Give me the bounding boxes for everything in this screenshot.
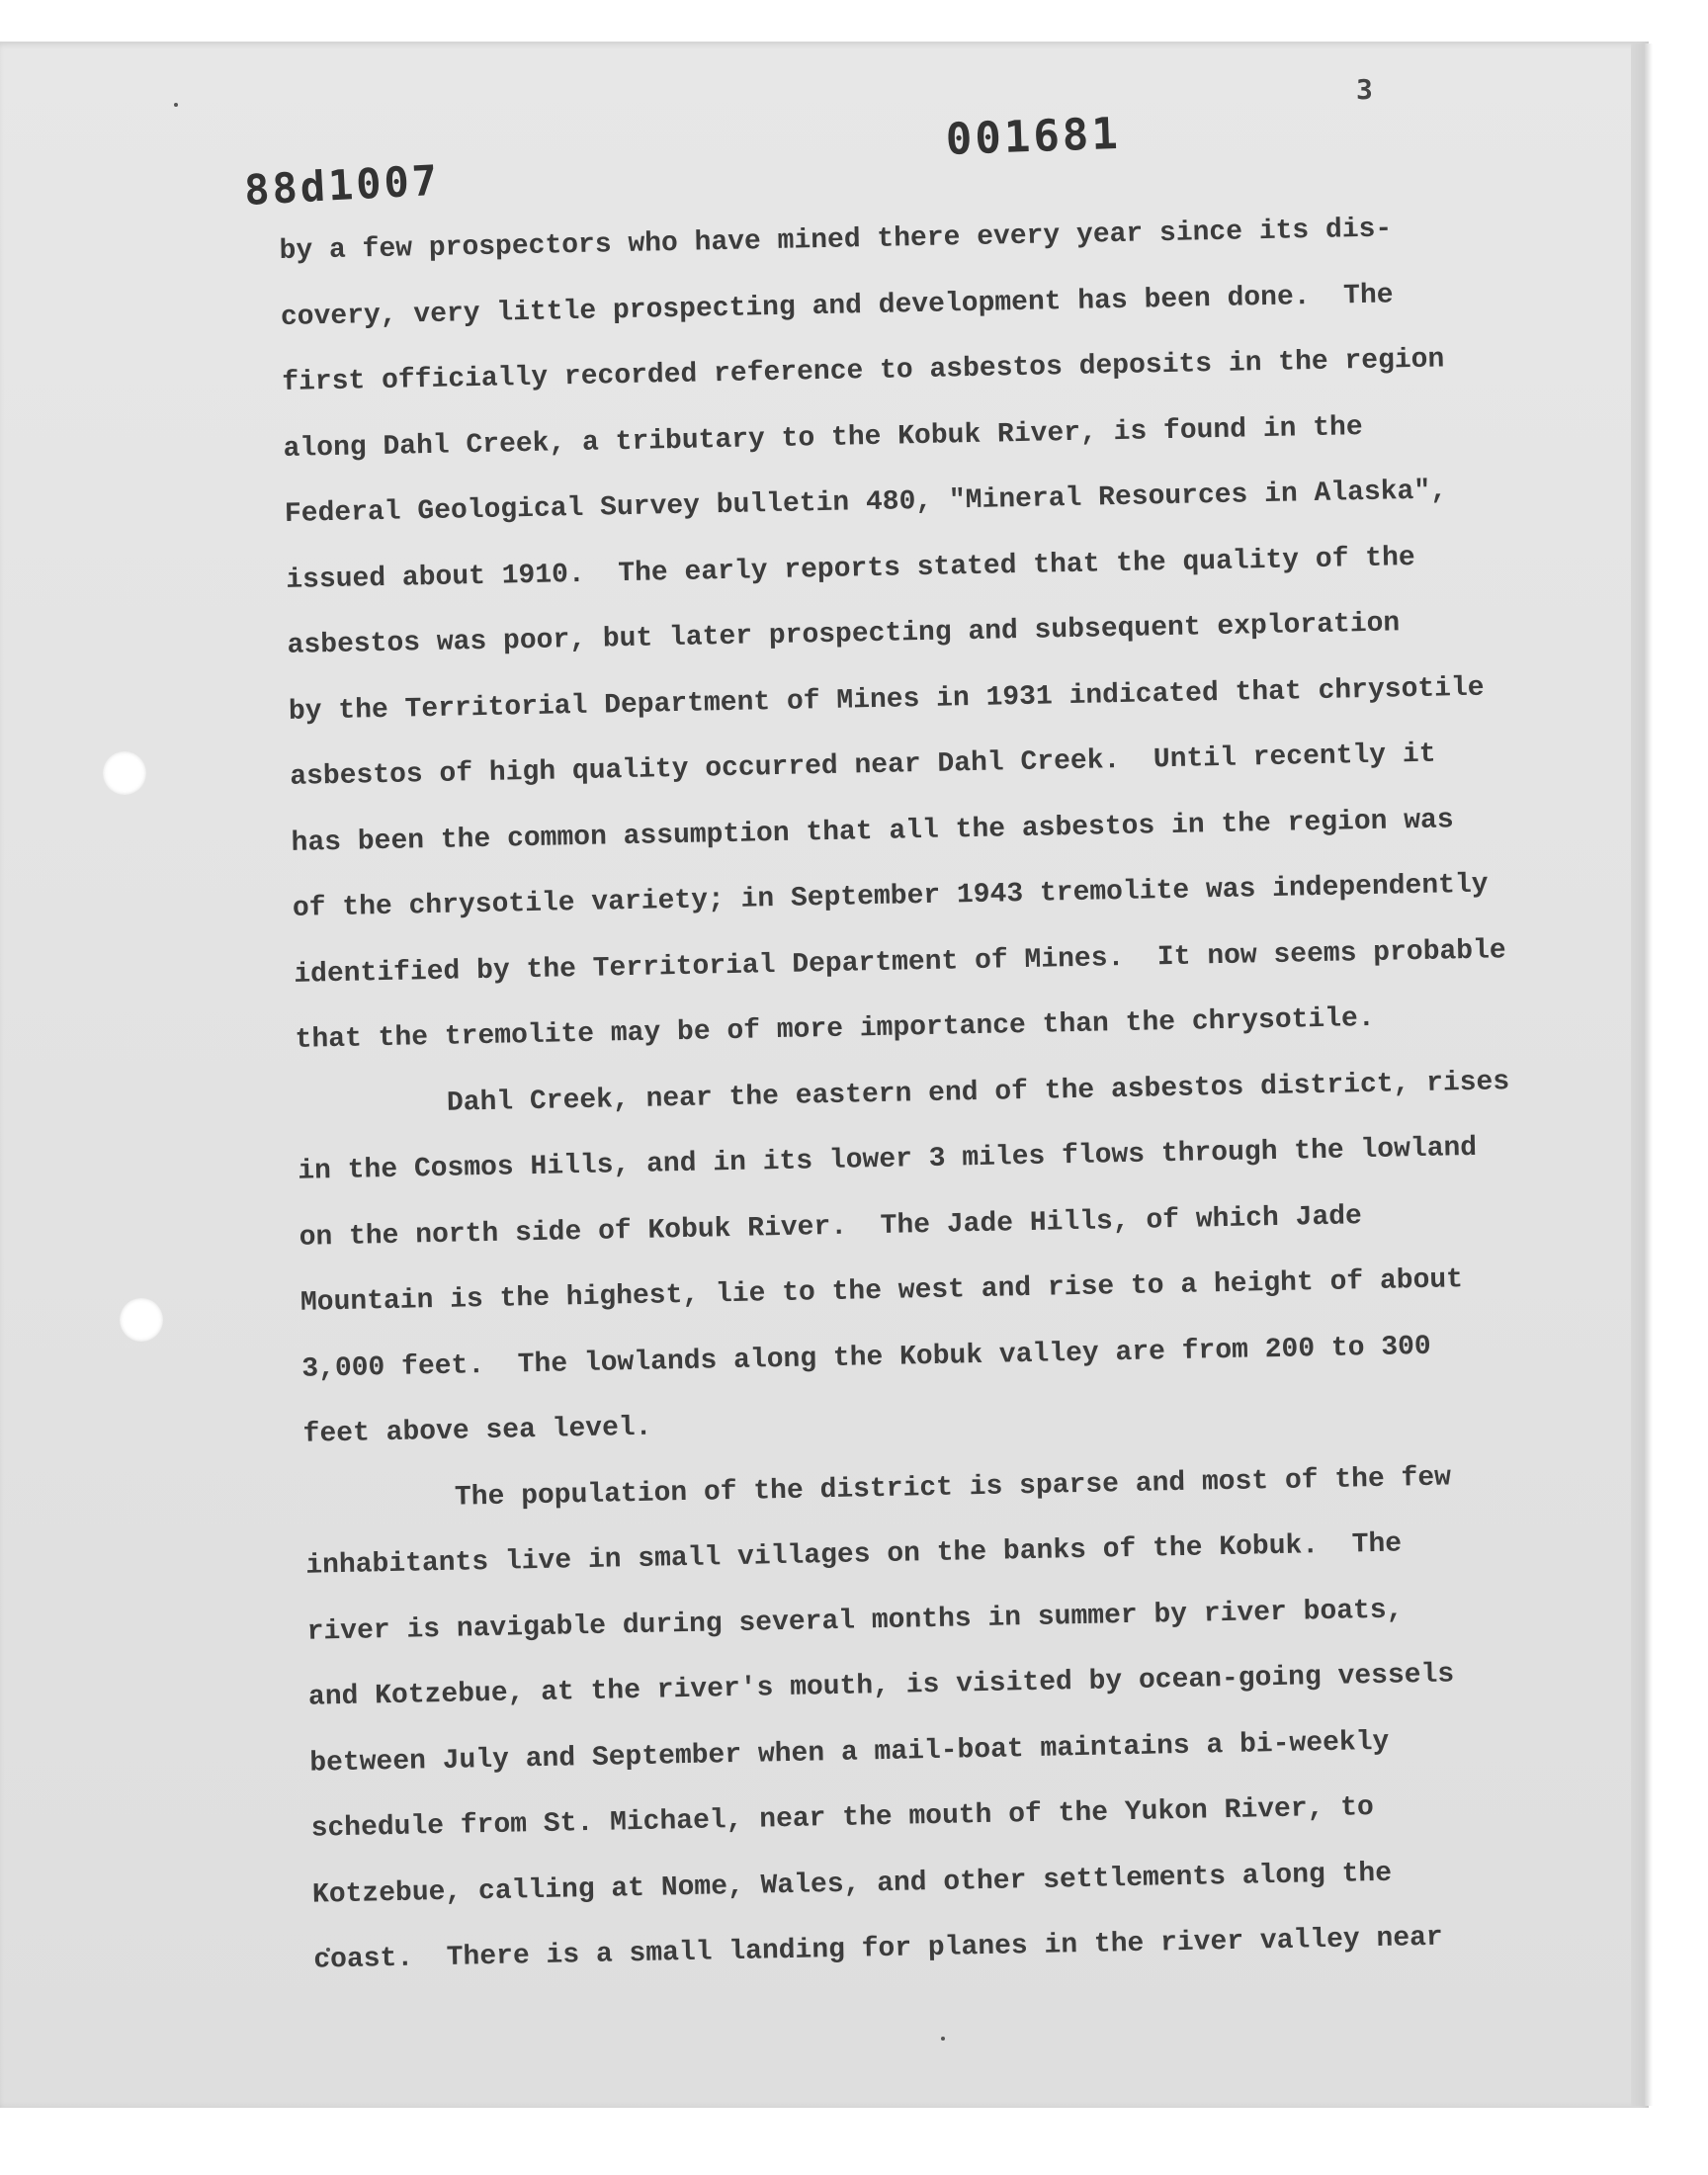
document-id-stamp-center: 001681 bbox=[945, 108, 1122, 165]
text-line: 3,000 feet. The lowlands along the Kobuk valley are from 200 to 300 bbox=[301, 1331, 1432, 1385]
page-number: 3 bbox=[1356, 73, 1373, 106]
text-line: The population of the district is sparse and most of the few bbox=[454, 1461, 1452, 1514]
body-text bbox=[279, 195, 1540, 1994]
text-line: of the chrysotile variety; in September 1943 tremolite was independently bbox=[292, 869, 1489, 924]
text-line: first officially recorded reference to asbestos deposits in the region bbox=[282, 344, 1445, 398]
text-line: inhabitants live in small villages on the banks of the Kobuk. The bbox=[305, 1528, 1403, 1582]
punch-hole-upper bbox=[103, 751, 146, 795]
paper-edge-shadow bbox=[1631, 44, 1653, 2106]
text-line: coast. There is a small landing for planes in the river valley near bbox=[313, 1922, 1444, 1976]
dust-speck bbox=[941, 2037, 945, 2041]
document-id-stamp-left: 88d1007 bbox=[243, 155, 442, 215]
text-line: Mountain is the highest, lie to the west and rise to a height of about bbox=[299, 1264, 1464, 1319]
text-line: between July and September when a mail-boat maintains a bi-weekly bbox=[309, 1726, 1390, 1780]
paragraph bbox=[279, 195, 1521, 1074]
dust-speck bbox=[174, 103, 178, 107]
text-line: feet above sea level. bbox=[302, 1412, 652, 1450]
text-line: issued about 1910. The early reports stated that the quality of the bbox=[286, 542, 1416, 596]
text-line: and Kotzebue, at the river's mouth, is visited by ocean-going vessels bbox=[307, 1659, 1455, 1713]
text-line: river is navigable during several months in summer by river boats, bbox=[306, 1594, 1404, 1648]
text-line: schedule from St. Michael, near the mouth of the Yukon River, to bbox=[310, 1792, 1375, 1845]
text-line: Dahl Creek, near the eastern end of the asbestos district, rises bbox=[446, 1066, 1510, 1119]
punch-hole-lower bbox=[120, 1298, 163, 1342]
text-line: Kotzebue, calling at Nome, Wales, and other settlements along the bbox=[311, 1858, 1393, 1911]
text-line: asbestos was poor, but later prospecting and subsequent exploration bbox=[287, 608, 1401, 661]
text-line: covery, very little prospecting and development has been done. The bbox=[280, 279, 1394, 333]
text-line: by a few prospectors who have mined there every year since its dis- bbox=[279, 214, 1393, 267]
text-line: along Dahl Creek, a tributary to the Kobuk River, is found in the bbox=[283, 411, 1363, 465]
paragraph bbox=[303, 1443, 1539, 1994]
text-line: Federal Geological Survey bulletin 480, "Mineral Resources in Alaska", bbox=[284, 476, 1448, 530]
text-line: asbestos of high quality occurred near Dahl Creek. Until recently it bbox=[290, 739, 1436, 793]
text-line: in the Cosmos Hills, and in its lower 3 miles flows through the lowland bbox=[298, 1132, 1478, 1187]
text-line: that the tremolite may be of more importance than the chrysotile. bbox=[295, 1002, 1375, 1056]
text-line: has been the common assumption that all the asbestos in the region was bbox=[291, 804, 1454, 859]
text-line: by the Territorial Department of Mines in 1931 indicated that chrysotile bbox=[288, 672, 1485, 728]
paragraph bbox=[296, 1049, 1529, 1468]
text-line: identified by the Territorial Department of Mines. It now seems probable bbox=[294, 934, 1507, 991]
text-line: on the north side of Kobuk River. The Jade Hills, of which Jade bbox=[299, 1200, 1363, 1254]
